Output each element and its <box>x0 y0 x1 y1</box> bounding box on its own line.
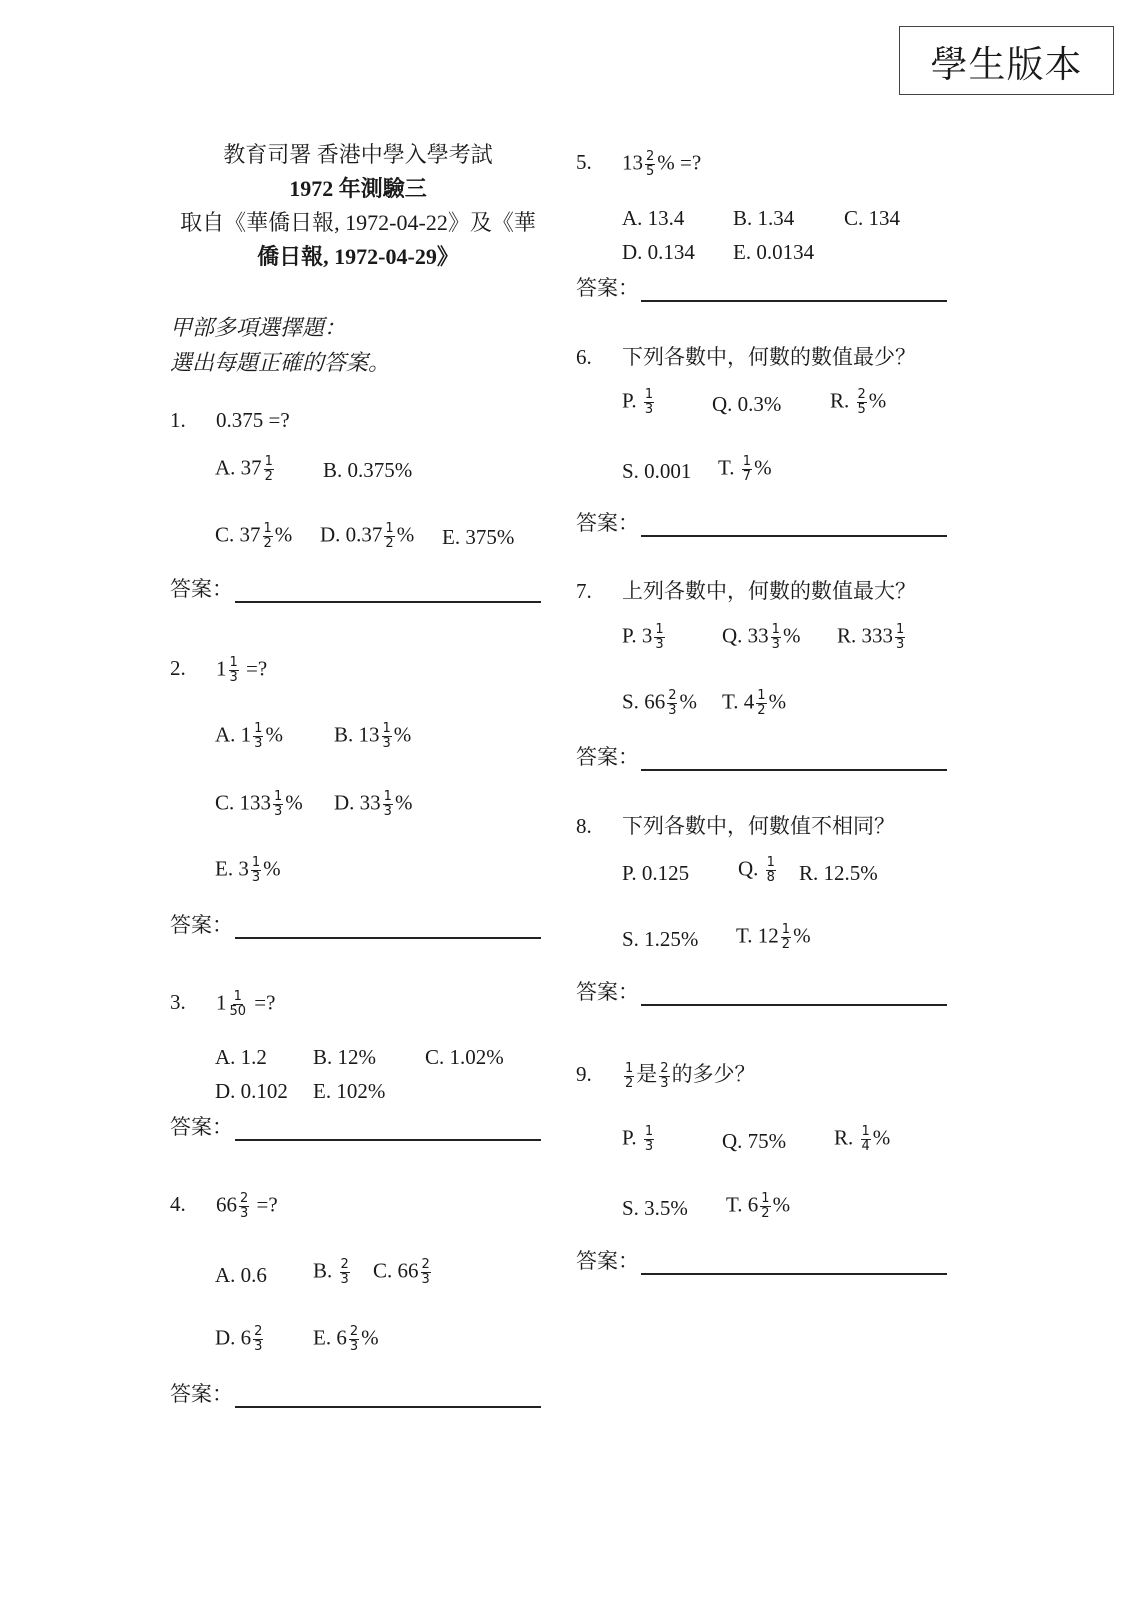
text-q7-s-label: S. <box>622 689 639 714</box>
q8-option-r: R. 12.5% <box>799 861 878 885</box>
fraction <box>654 623 664 652</box>
text-q4-e-n: 2 <box>349 1324 359 1339</box>
text-answer-label: 答案： <box>170 1382 233 1406</box>
q7-option-p <box>622 623 667 652</box>
text-q7-p-label: P. <box>622 623 637 648</box>
fraction <box>340 1258 350 1287</box>
text-q7-t-d: 2 <box>757 703 766 718</box>
q3-option-c: C. 1.02% <box>425 1045 504 1069</box>
text-answer-label: 答案： <box>170 577 233 601</box>
fraction <box>667 689 677 718</box>
text-q2-c-label: C. <box>215 790 235 815</box>
q6-option-t <box>718 455 772 484</box>
q2-option-c <box>215 790 303 819</box>
text-q7-r-label: R. <box>837 623 857 648</box>
text-q2-c-n: 1 <box>274 789 283 804</box>
text-q2-a-d: 3 <box>254 736 263 751</box>
q9-answer-line[interactable] <box>641 1251 947 1275</box>
text-q2-d-n: 1 <box>383 789 392 804</box>
text-q2-c-whole: 133 <box>239 790 272 815</box>
text-q4-d-whole: 6 <box>240 1325 252 1350</box>
text-q4-d-label: D. <box>215 1325 236 1350</box>
text-q2-d-whole: 33 <box>359 790 381 815</box>
text-q2-c-suffix: % <box>285 790 303 815</box>
text-q1-c-suffix: % <box>274 522 293 547</box>
text-q9-f2-d: 3 <box>660 1075 669 1091</box>
text-q1-a-label: A. <box>215 455 236 480</box>
fraction <box>273 790 283 819</box>
text-q9-r-n: 1 <box>861 1124 870 1139</box>
q8-option-t <box>736 923 811 952</box>
fraction <box>349 1325 359 1354</box>
text-q7-r-n: 1 <box>896 622 905 637</box>
text-q7-t-n: 1 <box>757 688 766 703</box>
q2-stem <box>170 656 267 685</box>
text-q4-whole: 66 <box>216 1192 237 1217</box>
text-q7-p-d: 3 <box>655 637 664 652</box>
text-q7-r-whole: 333 <box>861 623 894 648</box>
q5-answer-line[interactable] <box>641 278 947 302</box>
text-q4-n: 2 <box>240 1191 249 1206</box>
fraction <box>756 689 766 718</box>
q5-option-a: A. 13.4 <box>622 206 685 230</box>
text-q2-d-d: 3 <box>383 804 392 819</box>
q4-answer-line[interactable] <box>235 1384 541 1408</box>
q8-option-s: S. 1.25% <box>622 927 699 951</box>
text-q2-whole: 1 <box>216 656 227 681</box>
q5-option-d: D. 0.134 <box>622 240 695 264</box>
text-q6-r-n: 2 <box>857 387 866 402</box>
q4-stem <box>170 1192 278 1221</box>
section-heading <box>170 310 390 380</box>
q2-answer-line[interactable] <box>235 915 541 939</box>
fraction <box>766 856 776 885</box>
fraction <box>861 1125 871 1154</box>
text-q5-n: 2 <box>646 149 655 164</box>
q4-option-e <box>313 1325 379 1354</box>
q9-option-r <box>834 1125 890 1154</box>
text-q2-n: 1 <box>229 655 238 670</box>
text-q9-t-suffix: % <box>772 1192 791 1217</box>
text-q2-a-label: A. <box>215 722 236 747</box>
fraction <box>644 388 654 417</box>
text-q9-t-whole: 6 <box>747 1192 759 1217</box>
fraction <box>645 150 655 179</box>
text-q4-b-d: 3 <box>340 1272 349 1287</box>
text-q6-t-n: 1 <box>742 454 752 469</box>
text-q5-num: 5. <box>576 150 592 175</box>
text-q9-f2-n: 2 <box>660 1060 669 1076</box>
fraction <box>421 1258 431 1287</box>
text-q4-e-suffix: % <box>361 1325 379 1350</box>
text-q1-d-n: 1 <box>385 521 394 536</box>
text-q6-p-label: P. <box>622 388 637 413</box>
q1-stem <box>170 408 290 433</box>
text-q4-c-whole: 66 <box>397 1258 419 1283</box>
fraction <box>857 388 867 417</box>
fraction <box>229 656 239 685</box>
text-q9-mid: 是 <box>636 1062 658 1086</box>
text-q8-q-n: 1 <box>766 855 775 870</box>
text-answer-label: 答案： <box>576 1249 639 1273</box>
text-q8-num: 8. <box>576 814 592 838</box>
text-q4-c-n: 2 <box>421 1257 430 1272</box>
text-q6-r-label: R. <box>830 388 850 413</box>
text-q8-q-d: 8 <box>766 870 775 885</box>
q6-option-r <box>830 388 886 417</box>
q8-answer <box>576 976 947 1006</box>
text-q9-tail: 的多少？ <box>671 1062 756 1086</box>
text-q2-b-suffix: % <box>393 722 412 747</box>
text-q2-b-d: 3 <box>382 736 391 751</box>
q8-option-p: P. 0.125 <box>622 861 690 885</box>
text-q7-s-suffix: % <box>679 689 697 714</box>
text-q2-num: 2. <box>170 656 186 681</box>
text-q2-d: 3 <box>229 670 238 685</box>
text-q7-q-suffix: % <box>782 623 801 648</box>
text-q7-t-label: T. <box>722 689 739 714</box>
text-q9-r-suffix: % <box>872 1125 891 1150</box>
text-q1-num: 1. <box>170 408 186 432</box>
text-q4-e-label: E. <box>313 1325 332 1350</box>
text-q6-t-label: T. <box>718 455 735 480</box>
text-q1-a-d: 2 <box>264 469 273 484</box>
q6-answer-line[interactable] <box>641 513 947 537</box>
fraction <box>760 1192 770 1221</box>
q1-answer <box>170 573 541 603</box>
text-q4-b-label: B. <box>313 1258 333 1283</box>
header-source-cont: 僑日報, 1972-04-29》 <box>257 244 459 269</box>
text-q3-d: 50 <box>229 1004 247 1019</box>
fraction <box>624 1062 634 1091</box>
q1-option-a <box>215 455 276 484</box>
q3-option-b: B. 12% <box>313 1045 376 1069</box>
text-q7-s-n: 2 <box>668 688 677 703</box>
text-q3-num: 3. <box>170 990 186 1015</box>
q4-option-d <box>215 1325 265 1354</box>
text-q4-c-d: 3 <box>421 1272 430 1287</box>
q1-option-b: B. 0.375% <box>323 458 413 482</box>
text-q7-s-d: 3 <box>668 703 677 718</box>
q6-option-s: S. 0.001 <box>622 459 692 483</box>
q6-answer <box>576 507 947 537</box>
q9-stem <box>576 1058 756 1091</box>
fraction <box>264 455 274 484</box>
text-q4-b-n: 2 <box>340 1257 349 1272</box>
section-title: 甲部多項選擇題： <box>170 315 347 340</box>
text-q7-s-whole: 66 <box>644 689 666 714</box>
text-q4-d: 3 <box>240 1206 249 1221</box>
text-answer-label: 答案： <box>170 1115 233 1139</box>
text-q9-p-d: 3 <box>644 1139 654 1154</box>
header-title: 教育司署 香港中學入學考試 <box>223 142 493 167</box>
text-q2-suffix: =? <box>240 656 268 681</box>
text-q8-t-suffix: % <box>793 923 811 948</box>
exam-header <box>170 138 546 274</box>
text-q7-p-n: 1 <box>655 622 664 637</box>
q7-option-s <box>622 689 697 718</box>
q7-answer-line[interactable] <box>641 747 947 771</box>
fraction <box>239 1192 249 1221</box>
text-q2-b-whole: 13 <box>358 722 380 747</box>
fraction <box>644 1125 654 1154</box>
fraction <box>253 722 263 751</box>
q4-answer <box>170 1378 541 1408</box>
text-q2-e-label: E. <box>215 856 234 881</box>
fraction <box>382 722 392 751</box>
text-q9-p-n: 1 <box>644 1124 654 1139</box>
fraction <box>229 990 248 1019</box>
fraction <box>771 623 781 652</box>
q7-answer <box>576 741 947 771</box>
q7-option-t <box>722 689 786 718</box>
q9-option-q: Q. 75% <box>722 1129 787 1153</box>
text-q1-a-n: 1 <box>264 454 273 469</box>
text-q7-q-d: 3 <box>771 637 780 652</box>
q1-option-e: E. 375% <box>442 525 515 549</box>
q4-option-c <box>373 1258 433 1287</box>
q5-option-c: C. 134 <box>844 206 901 230</box>
text-q8-q-label: Q. <box>738 856 759 881</box>
q1-option-c <box>215 522 292 551</box>
text-q4-e-d: 3 <box>349 1339 359 1354</box>
fraction <box>263 522 273 551</box>
text-q3-n: 1 <box>233 989 242 1004</box>
text-q2-b-n: 1 <box>382 721 391 736</box>
text-q1-c-d: 2 <box>263 536 272 551</box>
text-q1-text: 0.375 =? <box>216 408 290 432</box>
text-q2-a-suffix: % <box>265 722 283 747</box>
q5-option-b: B. 1.34 <box>733 206 795 230</box>
q2-option-b <box>334 722 411 751</box>
text-q6-t-suffix: % <box>754 455 772 480</box>
text-q9-r-d: 4 <box>861 1139 870 1154</box>
header-source <box>170 206 546 240</box>
text-q1-c-n: 1 <box>263 521 272 536</box>
q1-answer-line[interactable] <box>235 579 541 603</box>
text-q7-q-whole: 33 <box>747 623 769 648</box>
text-answer-label: 答案： <box>576 276 639 300</box>
text-q8-t-n: 1 <box>781 922 791 937</box>
q9-answer <box>576 1245 947 1275</box>
text-q2-e-whole: 3 <box>238 856 249 881</box>
text-q6-text: 下列各數中，何數的數值最少？ <box>622 345 916 369</box>
q3-option-a: A. 1.2 <box>215 1045 267 1069</box>
fraction <box>253 1325 263 1354</box>
text-q2-a-n: 1 <box>254 721 263 736</box>
text-q2-d-label: D. <box>334 790 355 815</box>
text-q8-t-d: 2 <box>781 937 791 952</box>
text-q1-c-label: C. <box>215 522 235 547</box>
text-q2-c-d: 3 <box>274 804 283 819</box>
text-q6-num: 6. <box>576 345 592 369</box>
q5-option-e: E. 0.0134 <box>733 240 815 264</box>
text-q1-a-whole: 37 <box>240 455 262 480</box>
text-q6-r-suffix: % <box>868 388 887 413</box>
q6-stem <box>576 341 916 371</box>
text-q6-p-d: 3 <box>644 402 654 417</box>
text-q7-r-d: 3 <box>896 637 905 652</box>
text-answer-label: 答案： <box>576 745 639 769</box>
fraction <box>659 1062 669 1091</box>
q6-option-q: Q. 0.3% <box>712 392 782 416</box>
text-q2-e-n: 1 <box>251 855 261 870</box>
text-q4-num: 4. <box>170 1192 186 1217</box>
text-q7-q-n: 1 <box>771 622 780 637</box>
text-q7-text: 上列各數中，何數的數值最大？ <box>622 579 916 603</box>
q9-option-p <box>622 1125 656 1154</box>
fraction <box>895 623 905 652</box>
q8-option-q <box>738 856 778 885</box>
text-q4-e-whole: 6 <box>336 1325 347 1350</box>
text-q9-f1-n: 1 <box>625 1060 634 1076</box>
fraction <box>251 856 261 885</box>
text-answer-label: 答案： <box>576 980 639 1004</box>
text-q6-p-n: 1 <box>644 387 654 402</box>
fraction <box>742 455 752 484</box>
text-q2-e-suffix: % <box>263 856 281 881</box>
text-q9-f1-d: 2 <box>625 1075 634 1091</box>
q8-stem <box>576 810 895 840</box>
q2-option-d <box>334 790 412 819</box>
text-q9-num: 9. <box>576 1062 592 1086</box>
text-q1-d-label: D. <box>320 522 341 547</box>
text-q2-d-suffix: % <box>394 790 413 815</box>
text-q7-num: 7. <box>576 579 592 603</box>
text-header-line3: 取自《華僑日報, 1972-04-22》及《華 <box>180 210 536 235</box>
q5-answer <box>576 272 947 302</box>
text-q4-d-d: 3 <box>254 1339 263 1354</box>
q2-answer <box>170 909 541 939</box>
text-q1-c-whole: 37 <box>239 522 261 547</box>
text-q2-e-d: 3 <box>251 870 261 885</box>
text-q3-suffix: =? <box>249 990 276 1015</box>
header-test: 1972 年測驗三 <box>289 176 427 201</box>
text-q1-d-d: 2 <box>385 536 394 551</box>
q1-option-d <box>320 522 414 551</box>
text-q7-q-label: Q. <box>722 623 743 648</box>
q3-answer <box>170 1111 541 1141</box>
q2-option-a <box>215 722 283 751</box>
q7-stem <box>576 575 916 605</box>
text-q1-d-suffix: % <box>396 522 415 547</box>
text-q2-b-label: B. <box>334 722 354 747</box>
text-q9-t-d: 2 <box>761 1206 770 1221</box>
fraction <box>383 790 393 819</box>
q7-option-q <box>722 623 800 652</box>
text-q2-a-whole: 1 <box>240 722 252 747</box>
text-q1-d-whole: 0.37 <box>345 522 383 547</box>
text-q5-whole: 13 <box>622 150 643 175</box>
text-q9-r-label: R. <box>834 1125 854 1150</box>
q9-option-s: S. 3.5% <box>622 1196 688 1220</box>
section-instruction: 選出每題正確的答案。 <box>170 350 391 375</box>
q6-option-p <box>622 388 656 417</box>
text-q7-p-whole: 3 <box>641 623 653 648</box>
text-q8-text: 下列各數中，何數值不相同？ <box>622 814 895 838</box>
text-q7-t-suffix: % <box>768 689 787 714</box>
text-q4-d-n: 2 <box>254 1324 263 1339</box>
q3-stem <box>170 990 275 1019</box>
q8-answer-line[interactable] <box>641 982 947 1006</box>
text-q9-t-label: T. <box>726 1192 743 1217</box>
text-q8-t-label: T. <box>736 923 753 948</box>
text-q7-t-whole: 4 <box>743 689 755 714</box>
q2-option-e <box>215 856 281 885</box>
text-q6-t-d: 7 <box>742 469 752 484</box>
text-q5-d: 5 <box>646 164 655 179</box>
q4-option-b <box>313 1258 352 1287</box>
fraction <box>384 522 394 551</box>
text-q4-suffix: =? <box>251 1192 278 1217</box>
q3-option-e: E. 102% <box>313 1079 386 1103</box>
text-answer-label: 答案： <box>170 913 233 937</box>
q3-option-d: D. 0.102 <box>215 1079 288 1103</box>
q5-stem <box>576 150 701 179</box>
text-q3-whole: 1 <box>216 990 227 1015</box>
text-q9-t-n: 1 <box>761 1191 770 1206</box>
text-q9-p-label: P. <box>622 1125 637 1150</box>
text-q8-t-whole: 12 <box>757 923 779 948</box>
text-q4-c-label: C. <box>373 1258 393 1283</box>
text-answer-label: 答案： <box>576 511 639 535</box>
q4-option-a: A. 0.6 <box>215 1263 267 1287</box>
q9-option-t <box>726 1192 790 1221</box>
fraction <box>781 923 791 952</box>
text-q5-suffix: % =? <box>657 150 702 175</box>
student-version-badge: 學生版本 <box>899 26 1114 95</box>
text-q6-r-d: 5 <box>857 402 866 417</box>
q7-option-r <box>837 623 907 652</box>
q3-answer-line[interactable] <box>235 1117 541 1141</box>
